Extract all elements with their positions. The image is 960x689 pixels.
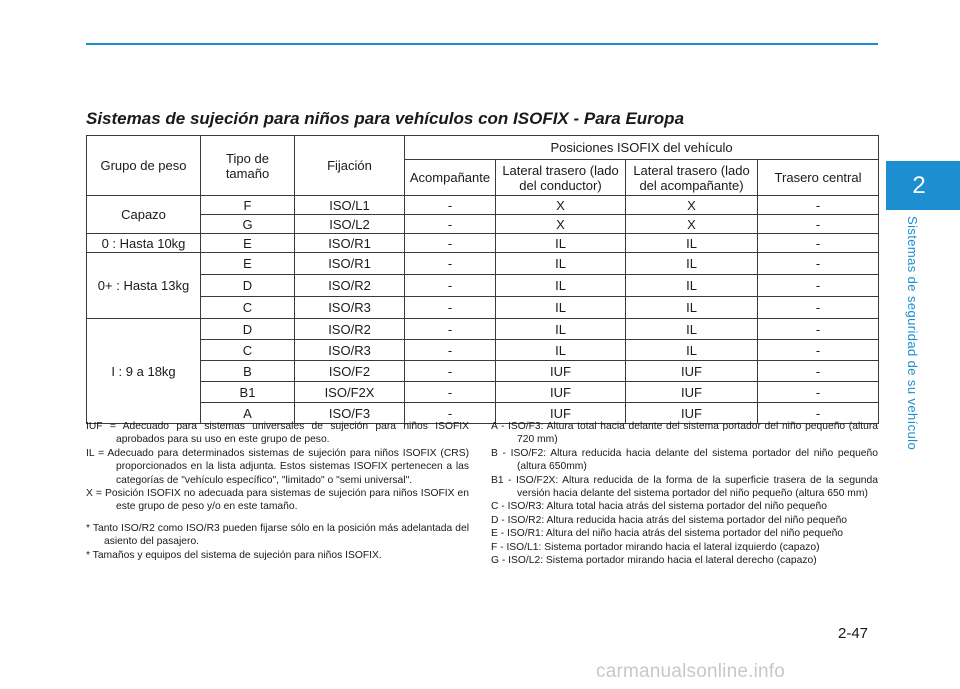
- fijacion-cell: ISO/R1: [295, 234, 405, 253]
- lateral-conductor-cell: IL: [496, 319, 626, 340]
- tipo-cell: F: [201, 196, 295, 215]
- header-acompanante: Acompañante: [405, 160, 496, 196]
- fijacion-cell: ISO/R2: [295, 275, 405, 297]
- lateral-acompanante-cell: X: [626, 196, 758, 215]
- legend-notes-left: [86, 420, 469, 562]
- note-iuf: IUF = Adecuado para sistemas universales de sujeción para niños ISOFIX aprobados para su uso en este grupo de peso.: [86, 421, 469, 446]
- table-row: [87, 234, 879, 253]
- note-il: IL = Adecuado para determinados sistemas de sujeción para niños ISOFIX (CRS) proporcionados en la lista adjunta. Estos sistemas ISOFIX pertenecen a las categorías de "vehículo específico", "limitado" o "semi universal".: [86, 447, 469, 486]
- lateral-acompanante-cell: IL: [626, 275, 758, 297]
- fijacion-cell: ISO/R3: [295, 297, 405, 319]
- lateral-conductor-cell: X: [496, 196, 626, 215]
- tipo-cell: C: [201, 297, 295, 319]
- group-cell: Capazo: [87, 196, 201, 234]
- lateral-conductor-cell: IL: [496, 234, 626, 253]
- acompanante-cell: -: [405, 234, 496, 253]
- central-cell: -: [758, 382, 879, 403]
- lateral-conductor-cell: IL: [496, 340, 626, 361]
- lateral-acompanante-cell: IL: [626, 340, 758, 361]
- lateral-conductor-cell: IL: [496, 275, 626, 297]
- lateral-acompanante-cell: IL: [626, 319, 758, 340]
- acompanante-cell: -: [405, 319, 496, 340]
- acompanante-cell: -: [405, 196, 496, 215]
- size-note-f: F - ISO/L1: Sistema portador mirando hacia el lateral izquierdo (capazo): [491, 541, 820, 553]
- acompanante-cell: -: [405, 382, 496, 403]
- lateral-conductor-cell: IUF: [496, 403, 626, 424]
- lateral-conductor-cell: IUF: [496, 382, 626, 403]
- page-title: Sistemas de sujeción para niños para vehículos con ISOFIX - Para Europa: [86, 109, 685, 128]
- acompanante-cell: -: [405, 340, 496, 361]
- lateral-acompanante-cell: IL: [626, 253, 758, 275]
- fijacion-cell: ISO/R3: [295, 340, 405, 361]
- lateral-acompanante-cell: IUF: [626, 361, 758, 382]
- table-row: [87, 297, 879, 319]
- lateral-acompanante-cell: IUF: [626, 382, 758, 403]
- tipo-cell: C: [201, 340, 295, 361]
- acompanante-cell: -: [405, 253, 496, 275]
- tipo-cell: D: [201, 275, 295, 297]
- size-note-e: E - ISO/R1: Altura del niño hacia atrás del sistema portador del niño pequeño: [491, 528, 844, 540]
- table-row: [87, 361, 879, 382]
- central-cell: -: [758, 297, 879, 319]
- isofix-table: [86, 135, 879, 424]
- lateral-conductor-cell: IUF: [496, 361, 626, 382]
- size-note-b: B - ISO/F2: Altura reducida hacia delante del sistema portador del niño pequeño (altura 650mm): [491, 447, 878, 473]
- group-cell: I : 9 a 18kg: [87, 319, 201, 424]
- size-note-c: C - ISO/R3: Altura total hacia atrás del sistema portador del niño pequeño: [491, 501, 827, 513]
- lateral-conductor-cell: IL: [496, 253, 626, 275]
- table-row: [87, 340, 879, 361]
- central-cell: -: [758, 340, 879, 361]
- fijacion-cell: ISO/L2: [295, 215, 405, 234]
- size-note-g: G - ISO/L2: Sistema portador mirando hacia el lateral derecho (capazo): [491, 555, 817, 567]
- tipo-cell: E: [201, 234, 295, 253]
- lateral-acompanante-cell: IL: [626, 234, 758, 253]
- central-cell: -: [758, 275, 879, 297]
- note-x: X = Posición ISOFIX no adecuada para sistemas de sujeción para niños ISOFIX en este grupo de peso y/o en este tamaño.: [86, 488, 469, 513]
- size-class-notes: [491, 420, 878, 567]
- table-row: [87, 275, 879, 297]
- central-cell: -: [758, 253, 879, 275]
- central-cell: -: [758, 196, 879, 215]
- tipo-cell: A: [201, 403, 295, 424]
- table-row: [87, 196, 879, 215]
- table-row: [87, 382, 879, 403]
- header-grupo: Grupo de peso: [87, 136, 201, 196]
- lateral-conductor-cell: IL: [496, 297, 626, 319]
- chapter-number-tab: [886, 161, 960, 210]
- acompanante-cell: -: [405, 361, 496, 382]
- header-fijacion: Fijación: [295, 136, 405, 196]
- fijacion-cell: ISO/L1: [295, 196, 405, 215]
- table-row: [87, 319, 879, 340]
- central-cell: -: [758, 319, 879, 340]
- central-cell: -: [758, 361, 879, 382]
- page-number: 2-47: [838, 625, 869, 642]
- chapter-number: 2: [912, 171, 926, 199]
- acompanante-cell: -: [405, 403, 496, 424]
- size-note-d: D - ISO/R2: Altura reducida hacia atrás del sistema portador del niño pequeño: [491, 514, 848, 526]
- central-cell: -: [758, 234, 879, 253]
- header-central: Trasero central: [758, 160, 879, 196]
- tipo-cell: B1: [201, 382, 295, 403]
- header-tipo: Tipo de tamaño: [201, 136, 295, 196]
- tipo-cell: D: [201, 319, 295, 340]
- central-cell: -: [758, 215, 879, 234]
- header-lateral-conductor: Lateral trasero (lado del conductor): [496, 160, 626, 196]
- note-footnote: * Tanto ISO/R2 como ISO/R3 pueden fijarse sólo en la posición más adelantada del asiento del pasajero.: [86, 522, 469, 548]
- fijacion-cell: ISO/F2X: [295, 382, 405, 403]
- acompanante-cell: -: [405, 297, 496, 319]
- watermark: carmanualsonline.info: [596, 661, 786, 682]
- group-cell: 0+ : Hasta 13kg: [87, 253, 201, 319]
- fijacion-cell: ISO/F2: [295, 361, 405, 382]
- header-lateral-acompanante: Lateral trasero (lado del acompañante): [626, 160, 758, 196]
- lateral-acompanante-cell: IL: [626, 297, 758, 319]
- lateral-acompanante-cell: X: [626, 215, 758, 234]
- central-cell: -: [758, 403, 879, 424]
- tipo-cell: E: [201, 253, 295, 275]
- table-row: [87, 253, 879, 275]
- fijacion-cell: ISO/R2: [295, 319, 405, 340]
- tipo-cell: G: [201, 215, 295, 234]
- fijacion-cell: ISO/R1: [295, 253, 405, 275]
- top-rule: [86, 43, 878, 45]
- table-row: [87, 215, 879, 234]
- header-posiciones: Posiciones ISOFIX del vehículo: [405, 136, 879, 160]
- lateral-conductor-cell: X: [496, 215, 626, 234]
- group-cell: 0 : Hasta 10kg: [87, 234, 201, 253]
- lateral-acompanante-cell: IUF: [626, 403, 758, 424]
- acompanante-cell: -: [405, 275, 496, 297]
- fijacion-cell: ISO/F3: [295, 403, 405, 424]
- note-footnote: * Tamaños y equipos del sistema de sujeción para niños ISOFIX.: [86, 549, 382, 561]
- acompanante-cell: -: [405, 215, 496, 234]
- tipo-cell: B: [201, 361, 295, 382]
- size-note-b1: B1 - ISO/F2X: Altura reducida de la forma de la superficie trasera de la segunda versión hacia delante del sistema portador del niño pequeño (altura 650 mm): [491, 474, 878, 500]
- size-note-a: A - ISO/F3: Altura total hacia delante del sistema portador del niño pequeño (altura 720 mm): [491, 421, 878, 446]
- chapter-title: Sistemas de seguridad de su vehículo: [905, 216, 920, 451]
